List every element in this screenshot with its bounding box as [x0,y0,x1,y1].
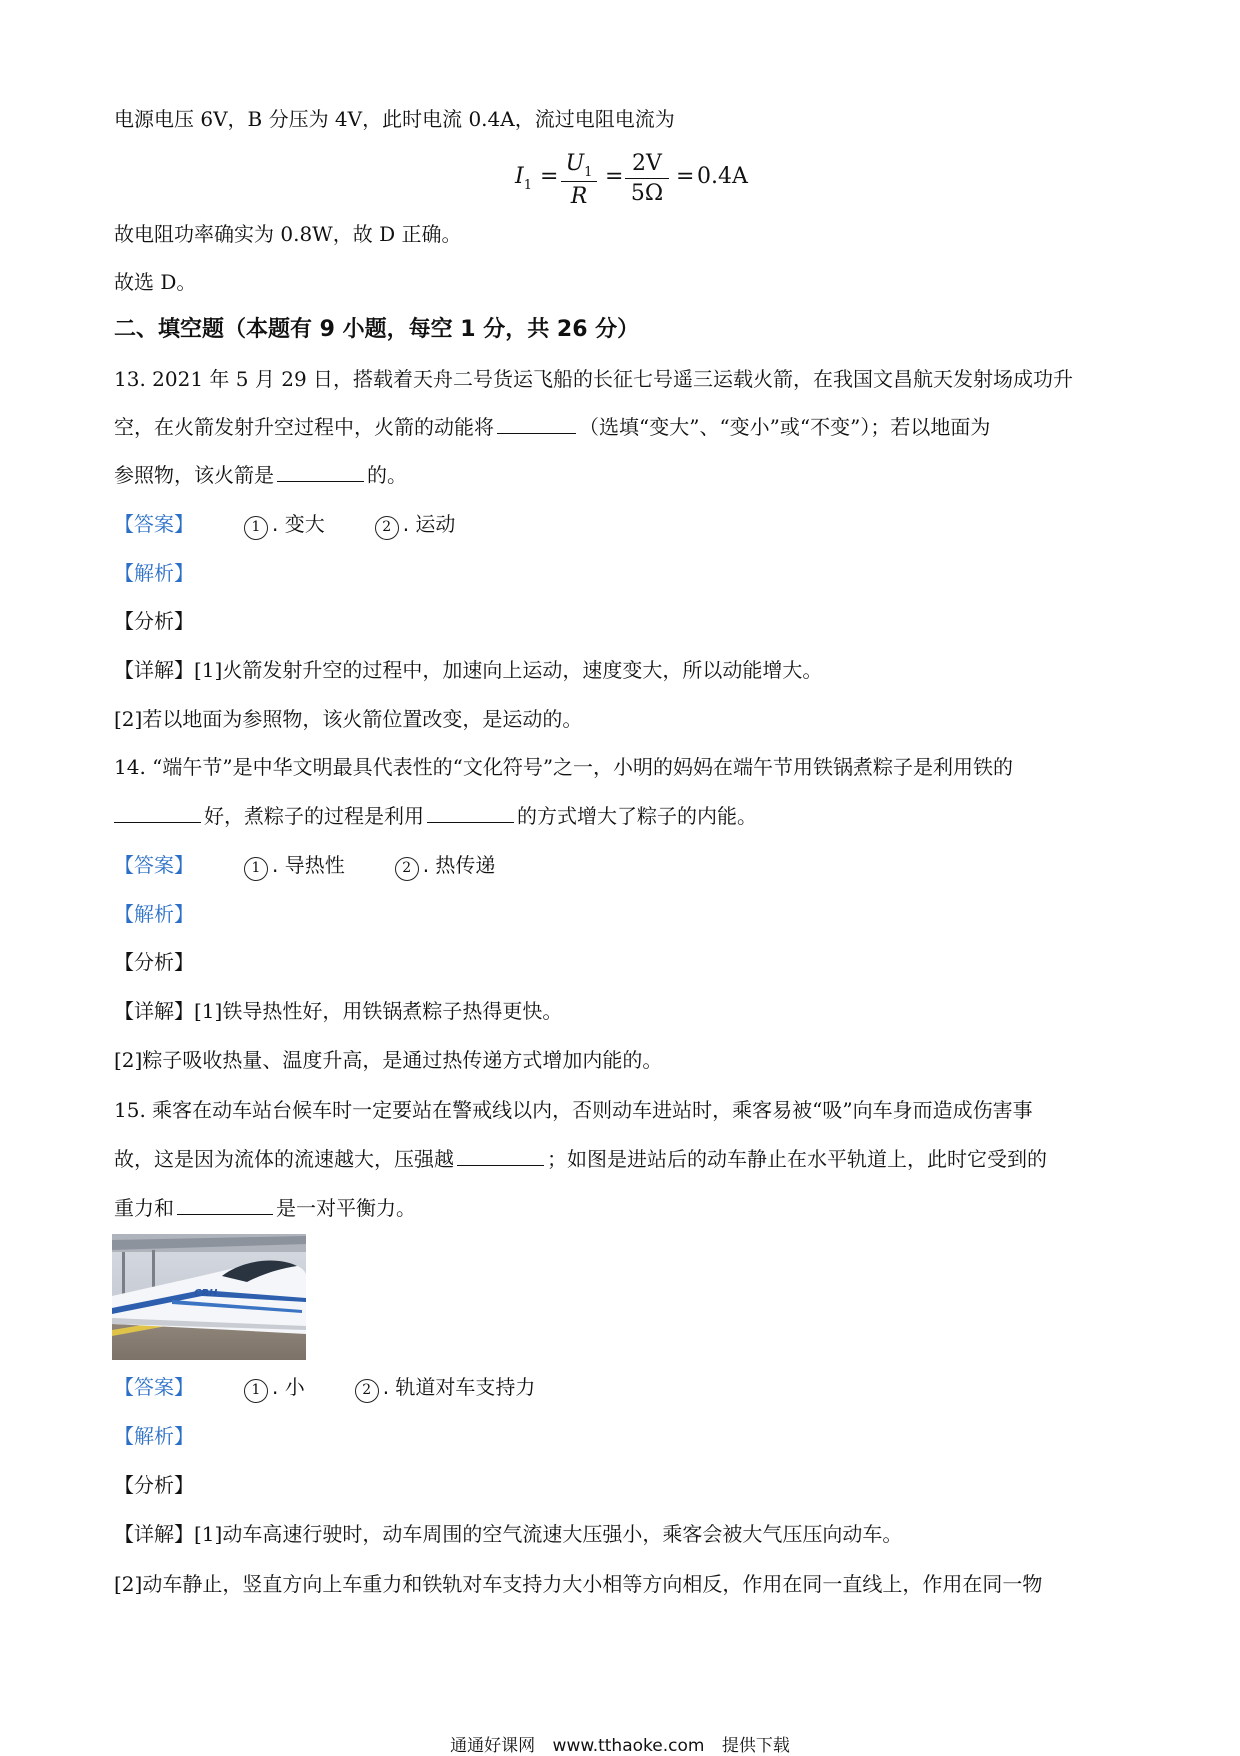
circled-number: 1 [244,516,268,540]
q13-blank-1 [497,413,576,434]
q14-analysis-label: 【解析】 [114,902,194,926]
page-footer [0,1731,1240,1756]
intro-line-3: 故选 D。 [114,270,197,294]
formula-equals-2: = [605,164,624,189]
q14-blank-2 [427,802,514,823]
q13-fenxi-label: 【分析】 [114,609,194,633]
formula-lhs: $I_1$ [515,164,532,193]
q15-blank-2 [177,1194,273,1215]
formula-equals-3: = [676,164,695,189]
footer-url[interactable]: www.tthaoke.com [552,1736,705,1756]
circled-number: 2 [395,857,419,881]
q15-blank-1 [457,1145,544,1166]
intro-line-2: 故电阻功率确实为 0.8W，故 D 正确。 [114,222,462,246]
crh-logo-text: CRH [194,1288,218,1299]
q15-line-1: 15. 乘客在动车站台候车时一定要站在警戒线以内，否则动车进站时，乘客易被“吸”向车身而造成伤害事 [114,1098,1033,1122]
q13-answer-line: 【答案】 1 . 变大 2 . 运动 [114,510,455,540]
q15-line-3: 重力和 是一对平衡力。 [114,1196,416,1220]
q15-detail-2: [2]动车静止，竖直方向上车重力和铁轨对车支持力大小相等方向相反，作用在同一直线上，作用在同一物 [114,1572,1043,1596]
formula-fraction-u-over-r: $\frac{U_1}{R}$ [561,150,597,212]
q15-detail-1: 【详解】[1]动车高速行驶时，动车周围的空气流速大压强小，乘客会被大气压压向动车。 [114,1522,903,1546]
footer-site-name: 通通好课网 [450,1736,536,1756]
q14-detail-2: [2]粽子吸收热量、温度升高，是通过热传递方式增加内能的。 [114,1048,663,1072]
q14-blank-1 [114,802,201,823]
formula-fraction-values: $\frac{2V}{5\Omega}$ [625,150,669,209]
q13-detail-1: 【详解】[1]火箭发射升空的过程中，加速向上运动，速度变大，所以动能增大。 [114,658,823,682]
formula-equals-1: = [540,164,559,189]
circled-number: 1 [244,1379,268,1403]
section-title: 二、填空题（本题有 9 小题，每空 1 分，共 26 分） [114,317,640,342]
q15-fenxi-label: 【分析】 [114,1473,194,1497]
intro-line-1: 电源电压 6V，B 分压为 4V，此时电流 0.4A，流过电阻电流为 [114,107,675,131]
q14-line-2: 好，煮粽子的过程是利用 的方式增大了粽子的内能。 [114,802,757,830]
current-formula [515,150,755,212]
q14-detail-1: 【详解】[1]铁导热性好，用铁锅煮粽子热得更快。 [114,999,563,1023]
q13-analysis-label: 【解析】 [114,561,194,585]
answer-label: 【答案】 [114,512,194,536]
circled-number: 2 [355,1379,379,1403]
circled-number: 2 [375,516,399,540]
q15-line-2: 故，这是因为流体的流速越大，压强越 ；如图是进站后的动车静止在水平轨道上，此时它受到的 [114,1147,1047,1171]
formula-result: 0.4A [697,164,748,189]
q14-line-1: 14. “端午节”是中华文明最具代表性的“文化符号”之一，小明的妈妈在端午节用铁锅煮粽子是利用铁的 [114,755,1014,779]
q14-answer-line: 【答案】 1 . 导热性 2 . 热传递 [114,851,495,881]
q13-detail-2: [2]若以地面为参照物，该火箭位置改变，是运动的。 [114,707,583,731]
answer-label: 【答案】 [114,1375,194,1399]
circled-number: 1 [244,857,268,881]
q15-answer-line: 【答案】 1 . 小 2 . 轨道对车支持力 [114,1373,535,1403]
answer-label: 【答案】 [114,853,194,877]
q13-line-3: 参照物，该火箭是 的。 [114,463,407,487]
q13-line-2: 空，在火箭发射升空过程中，火箭的动能将 （选填“变大”、“变小”或“不变”）；若以地面为 [114,415,991,439]
q13-blank-2 [277,461,364,482]
q14-fenxi-label: 【分析】 [114,950,194,974]
train-photo [112,1234,306,1360]
footer-suffix: 提供下载 [721,1736,790,1756]
q15-analysis-label: 【解析】 [114,1424,194,1448]
q13-line-1: 13. 2021 年 5 月 29 日，搭载着天舟二号货运飞船的长征七号遥三运载火箭，在我国文昌航天发射场成功升 [114,367,1074,391]
